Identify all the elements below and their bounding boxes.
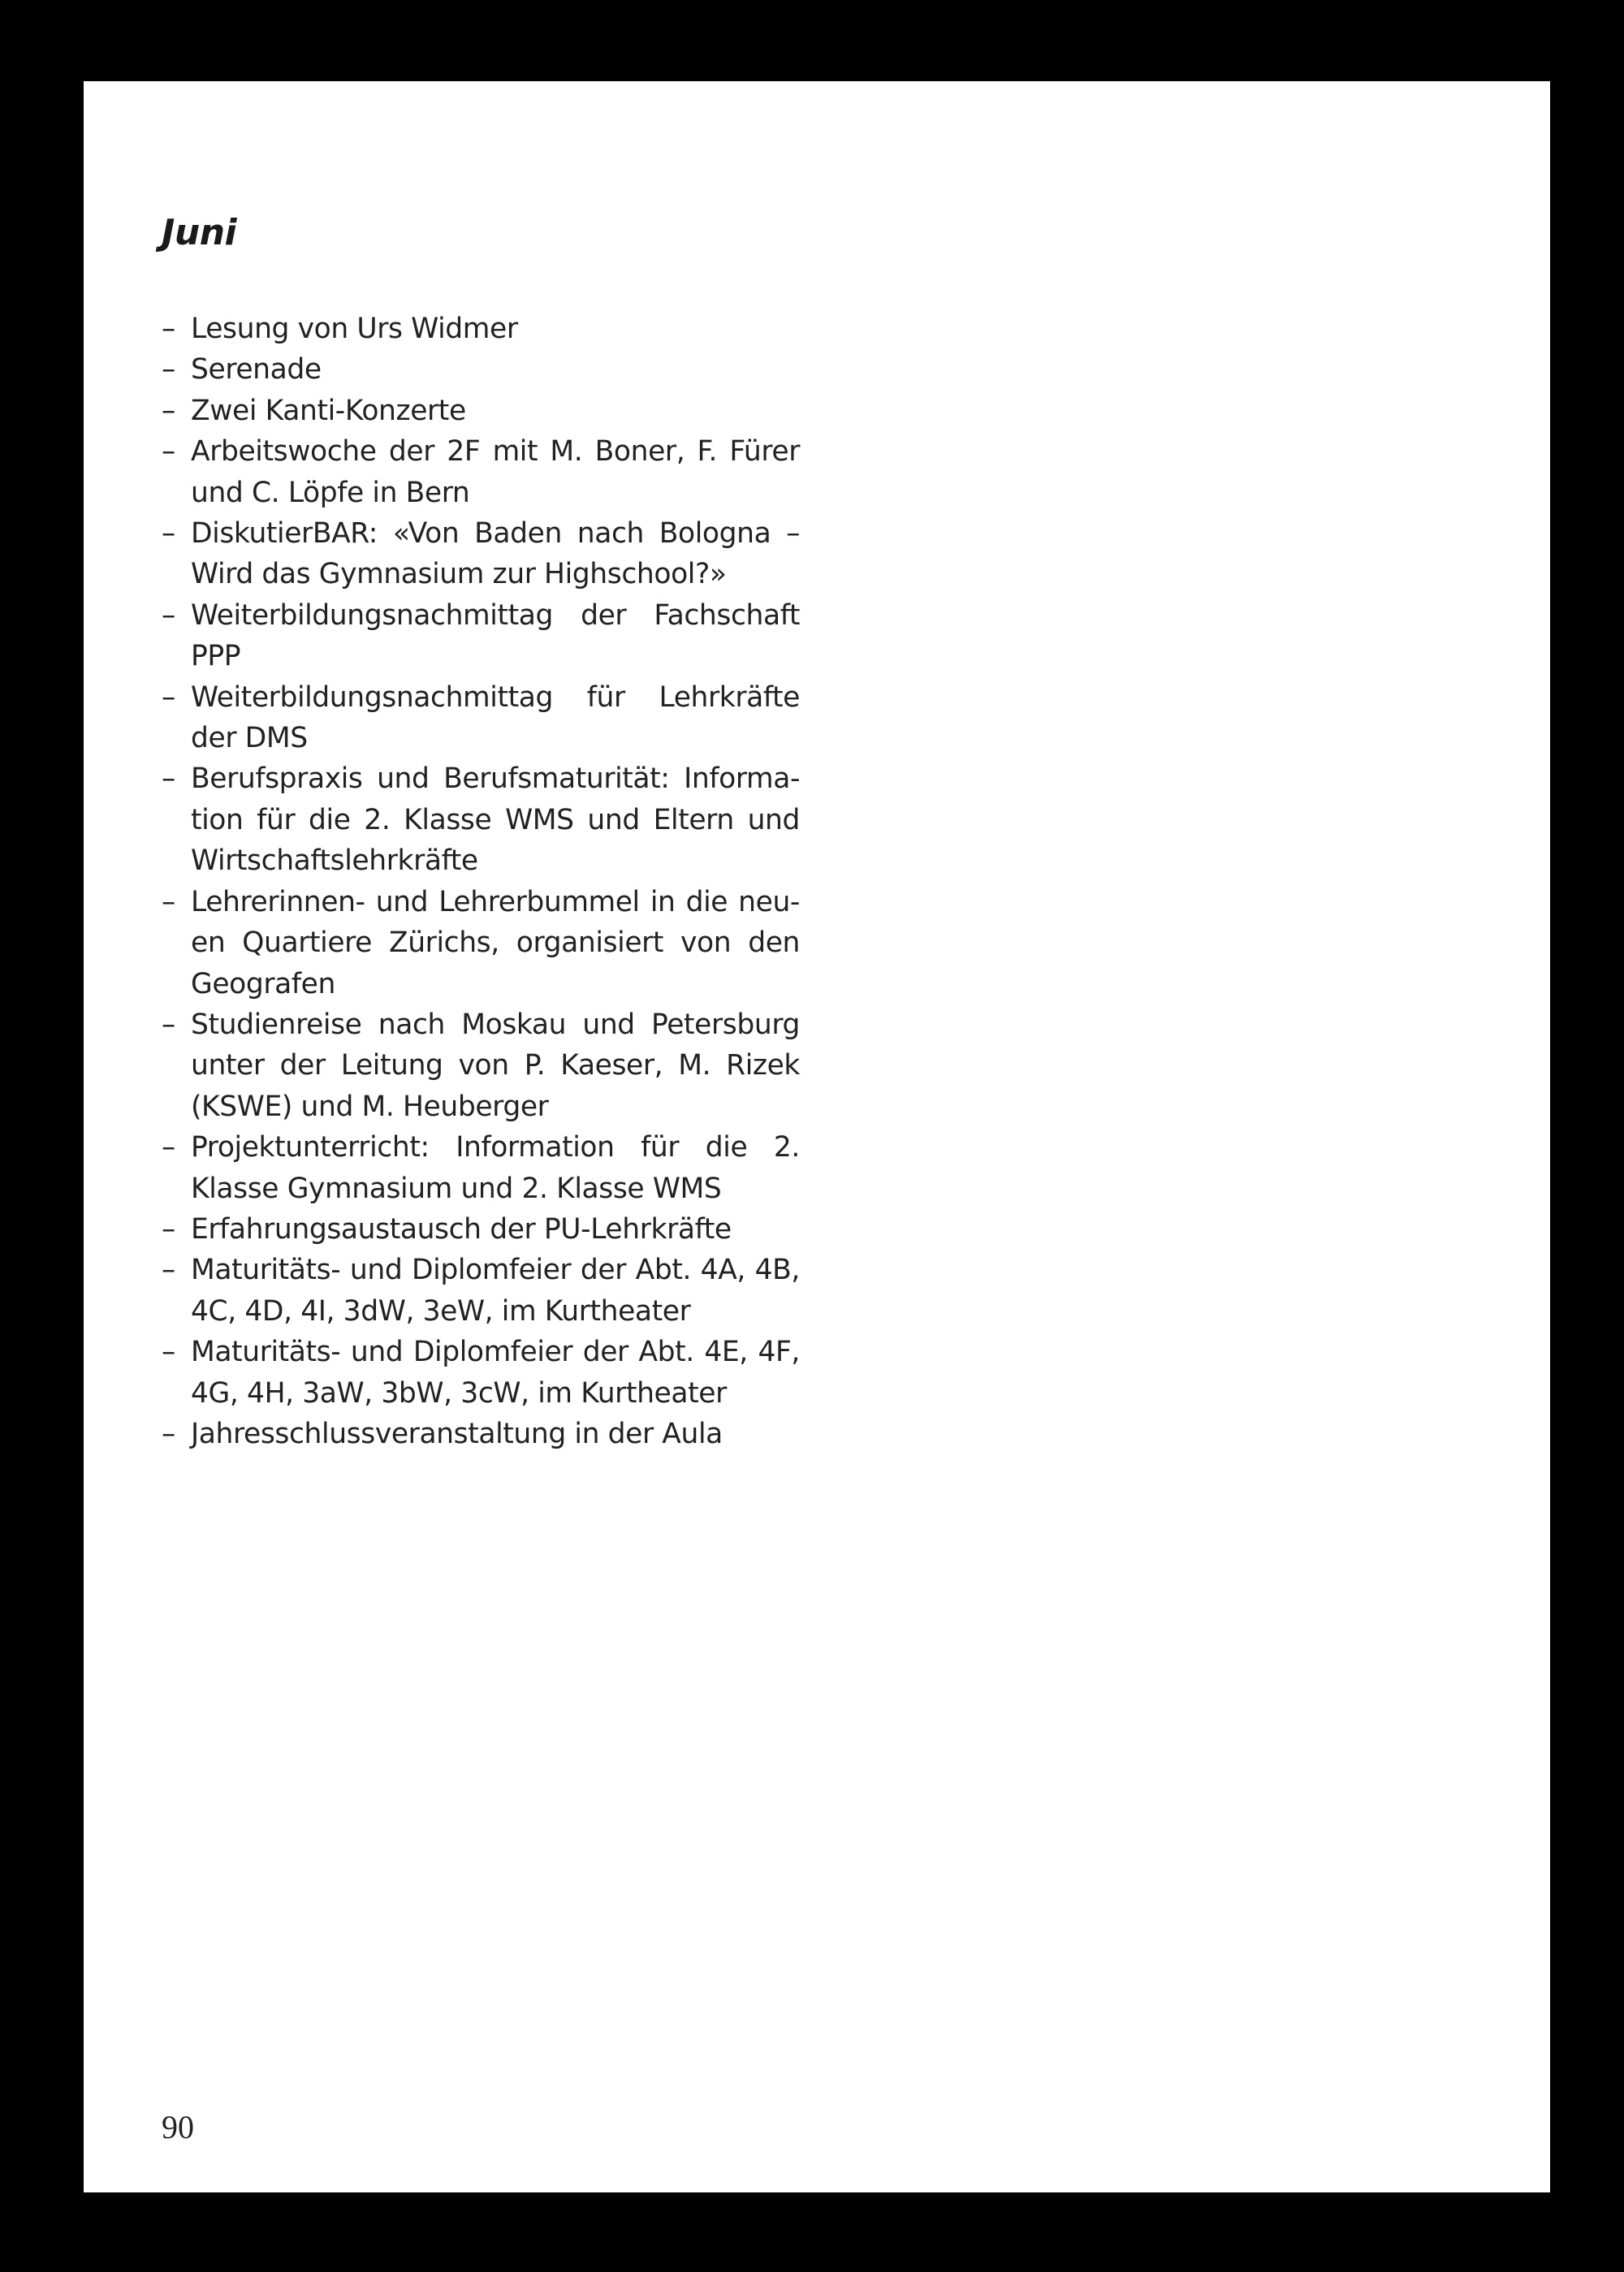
list-item: – Arbeitswoche der 2F mit M. Boner, F. Fürer und C. Löpfe in Bern (162, 431, 800, 513)
list-item: – DiskutierBAR: «Von Baden nach Bologna – Wird das Gymnasium zur Highschool?» (162, 513, 800, 595)
list-item: – Weiterbildungsnachmittag für Lehrkräfte der DMS (162, 677, 800, 759)
list-item: – Projektunterricht: Information für die 2. Klasse Gymnasium und 2. Klasse WMS (162, 1127, 800, 1209)
list-item: – Erfahrungsaustausch der PU-Lehrkräfte (162, 1209, 800, 1250)
list-item: – Serenade (162, 349, 800, 390)
list-item: – Maturitäts- und Diplomfeier der Abt. 4A, 4B, 4C, 4D, 4I, 3dW, 3eW, im Kurtheater (162, 1250, 800, 1332)
list-item: – Weiterbildungsnachmittag der Fachschaft PPP (162, 595, 800, 677)
document-page (84, 81, 1550, 2192)
list-item: – Maturitäts- und Diplomfeier der Abt. 4E, 4F, 4G, 4H, 3aW, 3bW, 3cW, im Kurtheater (162, 1332, 800, 1414)
event-list (162, 309, 800, 1454)
list-item: – Lehrerinnen- und Lehrerbummel in die neu-en Quartiere Zürichs, organisiert von den Geografen (162, 882, 800, 1004)
list-item: – Studienreise nach Moskau und Petersburg unter der Leitung von P. Kaeser, M. Rizek (KSWE) und M. Heuberger (162, 1004, 800, 1127)
page-number: 90 (162, 2109, 194, 2145)
list-item: – Lesung von Urs Widmer (162, 309, 800, 349)
list-item: – Berufspraxis und Berufsmaturität: Informa-tion für die 2. Klasse WMS und Eltern und Wirtschaftslehrkräfte (162, 758, 800, 881)
list-item: – Zwei Kanti-Konzerte (162, 391, 800, 431)
list-item: – Jahresschlussveranstaltung in der Aula (162, 1414, 800, 1454)
section-heading: Juni (162, 212, 237, 253)
